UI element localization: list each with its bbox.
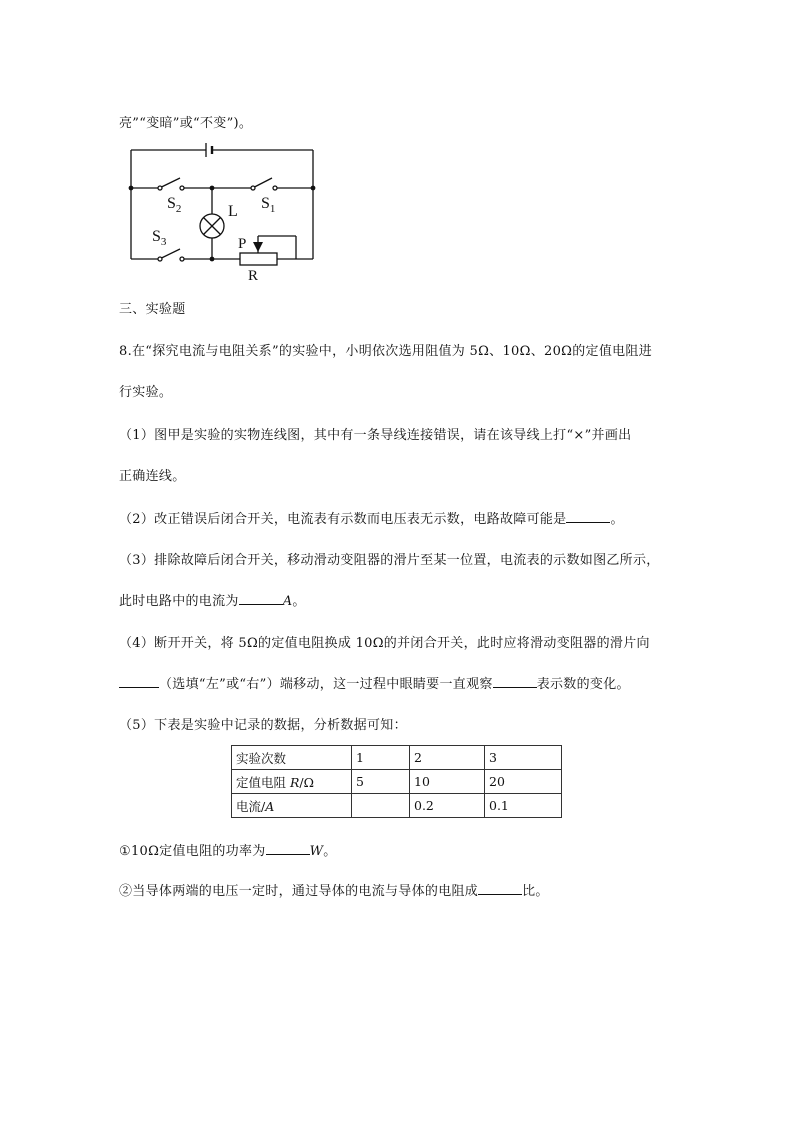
table-cell: 5	[352, 770, 410, 794]
part3-line2: 此时电路中的电流为 A。	[119, 594, 306, 609]
question-intro-line1: 8.在“探究电流与电阻关系”的实验中，小明依次选用阻值为 5Ω、10Ω、20Ω的定值电阻进	[119, 344, 653, 359]
answer-blank-current	[239, 592, 283, 605]
answer-blank-fault	[566, 510, 610, 523]
s3-right-terminal	[180, 257, 184, 261]
subquestion-b: ②当导体两端的电压一定时，通过导体的电流与导体的电阻成 比。	[119, 884, 549, 899]
s1-right-terminal	[273, 186, 277, 190]
rheostat-r-label: R	[248, 268, 259, 284]
s2-right-terminal	[180, 186, 184, 190]
s1-blade	[255, 178, 273, 187]
table-cell: 20	[485, 770, 562, 794]
table-cell: 电流/A	[232, 794, 352, 818]
part4-line1: （4）断开开关，将 5Ω的定值电阻换成 10Ω的并闭合开关，此时应将滑动变阻器的滑片向	[119, 636, 650, 651]
table-cell: 0.1	[485, 794, 562, 818]
table-row	[232, 746, 562, 770]
answer-blank-meter	[493, 675, 537, 688]
question-intro-line2: 行实验。	[119, 385, 173, 400]
rheostat-body	[240, 253, 277, 265]
part5: （5）下表是实验中记录的数据，分析数据可知：	[119, 718, 407, 733]
answer-blank-ratio	[478, 882, 522, 895]
table-row	[232, 770, 562, 794]
s2-blade	[162, 178, 181, 187]
answer-blank-direction	[119, 675, 159, 688]
lamp-label: L	[228, 203, 238, 220]
s2-label: $S_2$	[167, 195, 182, 215]
s3-label: $S_3$	[152, 228, 167, 248]
part2: （2）改正错误后闭合开关，电流表有示数而电压表无示数，电路故障可能是 。	[119, 512, 624, 527]
part4-line2: （选填“左”或“右”）端移动，这一过程中眼睛要一直观察 表示数的变化。	[119, 673, 630, 692]
data-table	[231, 745, 562, 818]
table-cell: 3	[485, 746, 562, 770]
table-cell	[352, 794, 410, 818]
table-cell: 实验次数	[232, 746, 352, 770]
part1-line2: 正确连线。	[119, 469, 186, 484]
part3-line1: （3）排除故障后闭合开关，移动滑动变阻器的滑片至某一位置，电流表的示数如图乙所示，	[119, 553, 660, 568]
table-cell: 定值电阻 R/Ω	[232, 770, 352, 794]
table-row	[232, 794, 562, 818]
answer-blank-power	[266, 842, 310, 855]
section-title: 三、实验题	[119, 302, 186, 317]
table-cell: 2	[410, 746, 485, 770]
previous-question-ending: 亮”“变暗”或“不变”)。	[119, 116, 253, 131]
table-cell: 10	[410, 770, 485, 794]
subquestion-a: ①10Ω定值电阻的功率为 W。	[119, 844, 337, 859]
s3-blade	[162, 249, 181, 258]
table-cell: 1	[352, 746, 410, 770]
slider-p-label: P	[238, 236, 247, 252]
slider-arrow	[253, 242, 263, 252]
circuit-diagram	[118, 138, 328, 288]
table-cell: 0.2	[410, 794, 485, 818]
part1-line1: （1）图甲是实验的实物连线图，其中有一条导线连接错误，请在该导线上打“×”并画出	[119, 428, 632, 443]
s1-label: $S_1$	[261, 195, 276, 215]
